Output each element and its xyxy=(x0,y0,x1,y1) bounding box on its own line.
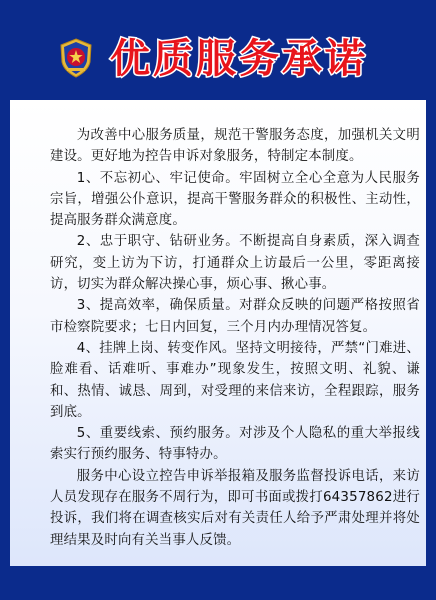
item-paragraph-5: 5、重要线索、预约服务。对涉及个人隐私的重大举报线索实行预约服务、特事特办。 xyxy=(50,426,420,463)
document-body xyxy=(50,125,420,551)
header-band xyxy=(0,0,436,100)
item-paragraph-2: 2、忠于职守、钻研业务。不断提高自身素质，深入调查研究，变上访为下访，打通群众上访最后一公里，零距离接访，切实为群众解决操心事，烦心事、揪心事。 xyxy=(50,234,420,293)
page-title: 优质服务承诺 xyxy=(110,36,368,82)
intro-paragraph: 为改善中心服务质量，规范干警服务态度，加强机关文明建设。更好地为控告申诉对象服务，特制定本制度。 xyxy=(50,128,420,165)
procuratorate-emblem-icon xyxy=(58,38,94,78)
item-paragraph-4: 4、挂牌上岗、转变作风。坚持文明接待，严禁“门难进、脸难看、话难听、事难办”现象发生，按照文明、礼貌、谦和、热情、诚恳、周到，对受理的来信来访，全程跟踪，服务到底。 xyxy=(50,340,420,420)
item-paragraph-3: 3、提高效率，确保质量。对群众反映的问题严格按照省市检察院要求；七日内回复，三个月内办理情况答复。 xyxy=(50,298,420,335)
item-paragraph-1: 1、不忘初心、牢记使命。牢固树立全心全意为人民服务宗旨，增强公仆意识，提高干警服务群众的积极性、主动性，提高服务群众满意度。 xyxy=(50,170,420,229)
footer-band xyxy=(0,566,436,600)
closing-paragraph: 服务中心设立控告申诉举报箱及服务监督投诉电话，来访人员发现存在服务不周行为，即可书面或拨打64357862进行投诉，我们将在调查核实后对有关责任人给予严肃处理并将处理结果及时向有关当事人反馈。 xyxy=(50,468,420,548)
